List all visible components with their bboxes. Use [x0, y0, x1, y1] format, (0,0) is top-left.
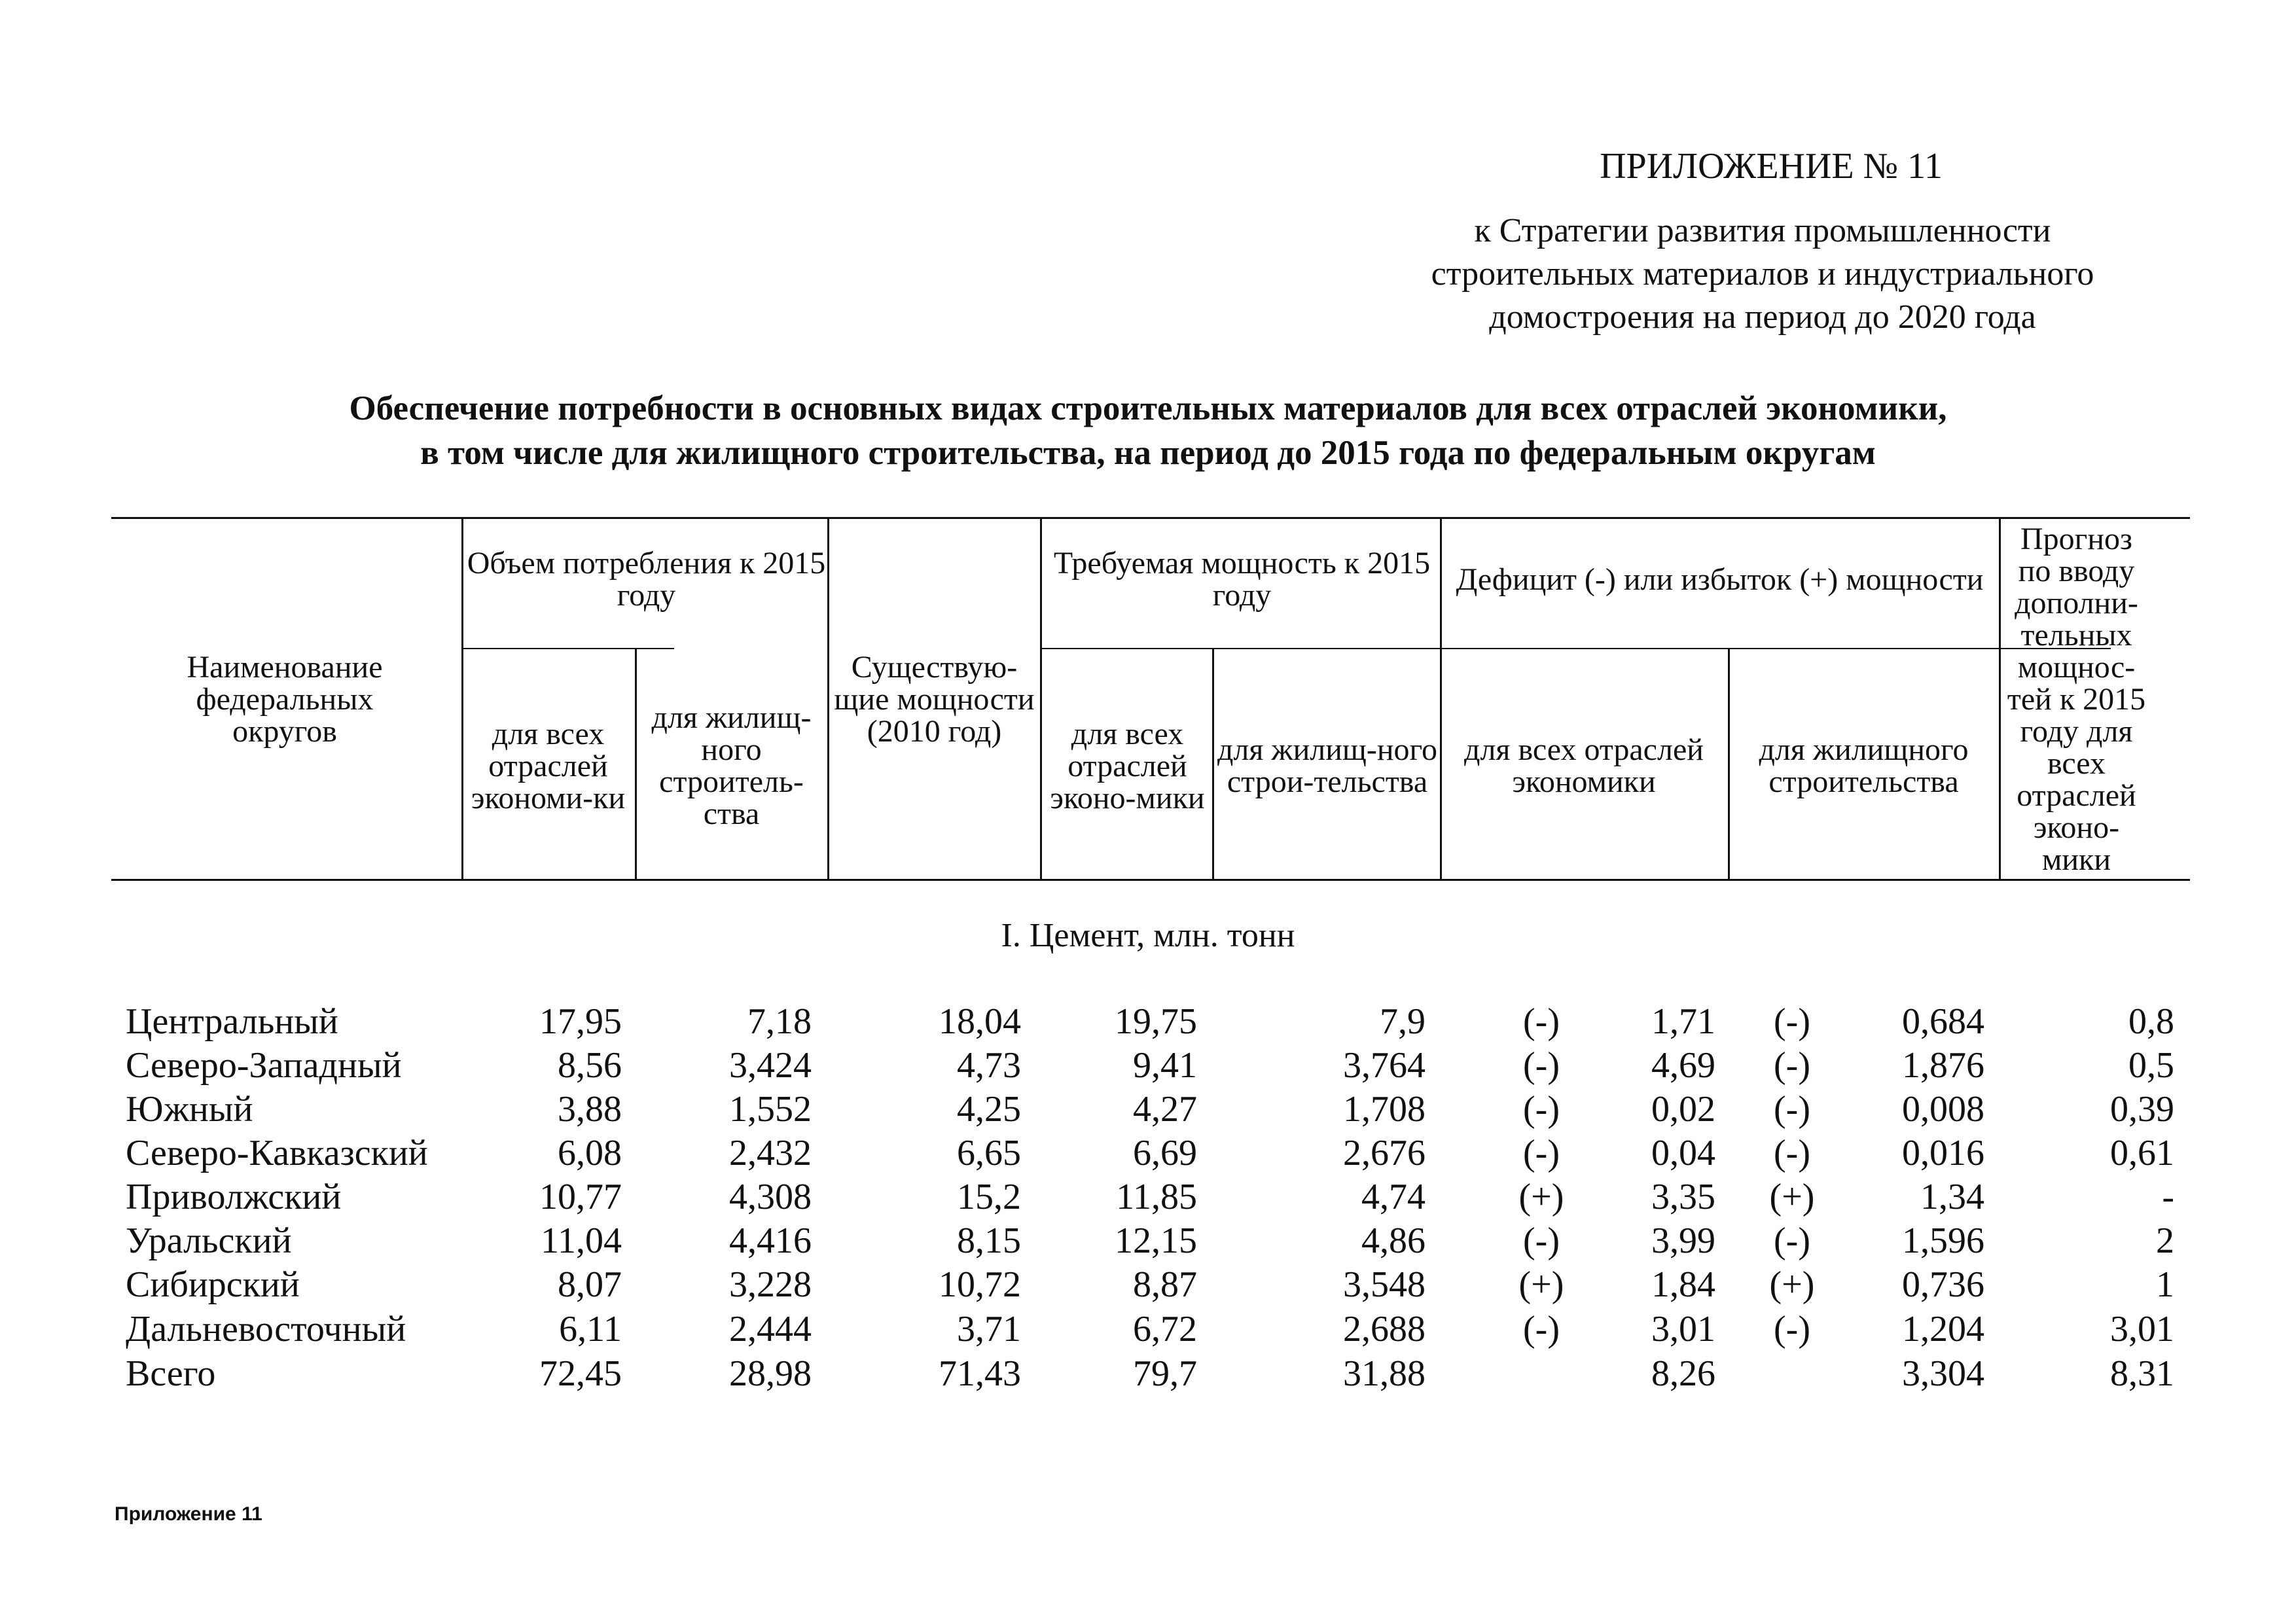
- required-housing-value: 2,676: [1343, 1133, 1426, 1173]
- header-required-group: Требуемая мощность к 2015 году: [1053, 546, 1431, 613]
- header-volume-housing: для жилищ-ного строитель-ства: [651, 700, 812, 831]
- forecast-value: 1: [2156, 1264, 2174, 1305]
- required-housing-value: 3,764: [1343, 1045, 1426, 1086]
- required-all-value: 9,41: [1133, 1045, 1197, 1086]
- existing-capacity-value: 71,43: [939, 1353, 1021, 1394]
- existing-capacity-value: 10,72: [939, 1264, 1021, 1305]
- header-deficit-housing: для жилищного строительства: [1759, 732, 1969, 799]
- forecast-value: 0,39: [2110, 1089, 2174, 1130]
- deficit-all-value: 1,84: [1651, 1264, 1715, 1305]
- deficit-housing-value: 0,008: [1902, 1089, 1984, 1130]
- district-name: Приволжский: [126, 1177, 342, 1217]
- header-volume-group: Объем потребления к 2015 году: [467, 546, 826, 613]
- required-all-value: 8,87: [1133, 1264, 1197, 1305]
- deficit-housing-value: 1,876: [1902, 1045, 1984, 1086]
- deficit-housing-sign: (+): [1769, 1264, 1815, 1305]
- existing-capacity-value: 6,65: [957, 1133, 1021, 1173]
- required-housing-value: 4,86: [1361, 1221, 1426, 1261]
- header-district-name: Наименование федеральных округов: [187, 649, 383, 749]
- document-title-line: Обеспечение потребности в основных видах строительных материалов для всех отраслей экономики,: [349, 389, 1947, 427]
- district-name: Южный: [126, 1089, 253, 1130]
- deficit-housing-value: 0,736: [1902, 1264, 1984, 1305]
- volume-housing-value: 4,416: [729, 1221, 812, 1261]
- volume-housing-value: 1,552: [729, 1089, 812, 1130]
- table-row: [0, 1353, 2296, 1396]
- page-footer: Приложение 11: [115, 1503, 262, 1525]
- document-title: [0, 386, 2296, 475]
- deficit-housing-sign: (-): [1774, 1045, 1810, 1086]
- section-title: I. Цемент, млн. тонн: [1001, 917, 1295, 954]
- required-all-value: 6,69: [1133, 1133, 1197, 1173]
- volume-all-value: 3,88: [558, 1089, 622, 1130]
- deficit-housing-value: 1,204: [1902, 1309, 1984, 1349]
- appendix-subtitle-line: строительных материалов и индустриального: [1431, 255, 2094, 293]
- volume-all-value: 6,11: [559, 1309, 622, 1349]
- required-housing-value: 4,74: [1361, 1177, 1426, 1217]
- table-row: [0, 1308, 2296, 1351]
- header-required-all: для всех отраслей эконо-мики: [1050, 716, 1205, 815]
- forecast-value: 8,31: [2110, 1353, 2174, 1394]
- column-divider: [1040, 517, 1042, 881]
- deficit-all-value: 3,99: [1651, 1221, 1715, 1261]
- district-name: Уральский: [126, 1221, 292, 1261]
- forecast-value: -: [2162, 1177, 2174, 1217]
- deficit-housing-sign: (-): [1774, 1221, 1810, 1261]
- volume-housing-value: 3,424: [729, 1045, 812, 1086]
- table-row: [0, 1088, 2296, 1132]
- column-divider: [1440, 517, 1442, 881]
- district-name: Всего: [126, 1353, 216, 1394]
- deficit-housing-value: 1,596: [1902, 1221, 1984, 1261]
- forecast-value: 3,01: [2110, 1309, 2174, 1349]
- volume-housing-value: 7,18: [747, 1001, 812, 1042]
- required-housing-value: 31,88: [1343, 1353, 1426, 1394]
- deficit-housing-sign: (-): [1774, 1089, 1810, 1130]
- header-existing-capacity: Существую-щие мощности (2010 год): [834, 649, 1035, 749]
- table-row: [0, 1132, 2296, 1175]
- deficit-all-value: 0,04: [1651, 1133, 1715, 1173]
- volume-all-value: 6,08: [558, 1133, 622, 1173]
- deficit-all-sign: (+): [1518, 1264, 1564, 1305]
- required-housing-value: 2,688: [1343, 1309, 1426, 1349]
- column-divider: [1212, 648, 1214, 881]
- existing-capacity-value: 3,71: [957, 1309, 1021, 1349]
- required-all-value: 4,27: [1133, 1089, 1197, 1130]
- district-name: Северо-Западный: [126, 1045, 402, 1086]
- district-name: Центральный: [126, 1001, 338, 1042]
- required-all-value: 12,15: [1115, 1221, 1197, 1261]
- required-housing-value: 3,548: [1343, 1264, 1426, 1305]
- header-subrule: [1041, 648, 2111, 649]
- existing-capacity-value: 18,04: [939, 1001, 1021, 1042]
- deficit-housing-sign: (+): [1769, 1177, 1815, 1217]
- volume-housing-value: 4,308: [729, 1177, 812, 1217]
- table-row: [0, 1176, 2296, 1219]
- required-all-value: 19,75: [1115, 1001, 1197, 1042]
- deficit-all-value: 4,69: [1651, 1045, 1715, 1086]
- forecast-value: 0,5: [2128, 1045, 2174, 1086]
- deficit-all-value: 1,71: [1651, 1001, 1715, 1042]
- deficit-all-sign: (-): [1523, 1221, 1560, 1261]
- forecast-value: 2: [2156, 1221, 2174, 1261]
- deficit-all-value: 3,01: [1651, 1309, 1715, 1349]
- header-required-housing: для жилищ-ного строи-тельства: [1217, 732, 1438, 799]
- existing-capacity-value: 8,15: [957, 1221, 1021, 1261]
- deficit-housing-sign: (-): [1774, 1309, 1810, 1349]
- deficit-housing-value: 3,304: [1902, 1353, 1984, 1394]
- header-volume-all: для всех отраслей экономи-ки: [471, 716, 626, 815]
- document-title-line: в том числе для жилищного строительства, на период до 2015 года по федеральным округам: [420, 434, 1876, 472]
- table-header: [111, 517, 2190, 881]
- deficit-all-sign: (-): [1523, 1309, 1560, 1349]
- district-name: Сибирский: [126, 1264, 300, 1305]
- volume-all-value: 10,77: [539, 1177, 622, 1217]
- forecast-value: 0,61: [2110, 1133, 2174, 1173]
- header-subrule: [461, 648, 674, 649]
- deficit-all-value: 3,35: [1651, 1177, 1715, 1217]
- deficit-housing-sign: (-): [1774, 1001, 1810, 1042]
- volume-all-value: 8,07: [558, 1264, 622, 1305]
- volume-all-value: 17,95: [539, 1001, 622, 1042]
- existing-capacity-value: 4,73: [957, 1045, 1021, 1086]
- volume-all-value: 72,45: [539, 1353, 622, 1394]
- volume-all-value: 8,56: [558, 1045, 622, 1086]
- deficit-all-value: 0,02: [1651, 1089, 1715, 1130]
- required-all-value: 6,72: [1133, 1309, 1197, 1349]
- district-name: Дальневосточный: [126, 1309, 406, 1349]
- deficit-all-sign: (-): [1523, 1045, 1560, 1086]
- column-divider: [635, 648, 637, 881]
- appendix-subtitle: [1386, 209, 2139, 339]
- table-top-rule: [111, 517, 2190, 519]
- column-divider: [461, 517, 463, 881]
- district-name: Северо-Кавказский: [126, 1133, 428, 1173]
- volume-housing-value: 2,444: [729, 1309, 812, 1349]
- volume-all-value: 11,04: [541, 1221, 622, 1261]
- header-forecast: Прогноз по вводу дополни-тельных мощнос-тей к 2015 году для всех отраслей эконо-мики: [2007, 521, 2146, 877]
- volume-housing-value: 28,98: [729, 1353, 812, 1394]
- deficit-all-sign: (-): [1523, 1133, 1560, 1173]
- deficit-housing-value: 1,34: [1920, 1177, 1984, 1217]
- deficit-all-sign: (+): [1518, 1177, 1564, 1217]
- deficit-housing-value: 0,684: [1902, 1001, 1984, 1042]
- required-all-value: 79,7: [1133, 1353, 1197, 1394]
- deficit-all-value: 8,26: [1651, 1353, 1715, 1394]
- forecast-value: 0,8: [2128, 1001, 2174, 1042]
- table-row: [0, 1220, 2296, 1263]
- volume-housing-value: 3,228: [729, 1264, 812, 1305]
- table-row: [0, 1264, 2296, 1307]
- existing-capacity-value: 15,2: [957, 1177, 1021, 1217]
- column-divider: [1728, 648, 1730, 881]
- volume-housing-value: 2,432: [729, 1133, 812, 1173]
- appendix-subtitle-line: к Стратегии развития промышленности: [1474, 212, 2051, 249]
- appendix-subtitle-line: домостроения на период до 2020 года: [1489, 298, 2036, 336]
- table-row: [0, 1044, 2296, 1088]
- header-deficit-group: Дефицит (-) или избыток (+) мощности: [1456, 562, 1984, 597]
- deficit-all-sign: (-): [1523, 1089, 1560, 1130]
- table-row: [0, 1001, 2296, 1044]
- deficit-all-sign: (-): [1523, 1001, 1560, 1042]
- required-housing-value: 7,9: [1380, 1001, 1426, 1042]
- existing-capacity-value: 4,25: [957, 1089, 1021, 1130]
- required-all-value: 11,85: [1116, 1177, 1197, 1217]
- deficit-housing-value: 0,016: [1902, 1133, 1984, 1173]
- appendix-title: ПРИЛОЖЕНИЕ № 11: [1600, 146, 1943, 187]
- required-housing-value: 1,708: [1343, 1089, 1426, 1130]
- deficit-housing-sign: (-): [1774, 1133, 1810, 1173]
- header-deficit-all: для всех отраслей экономики: [1464, 732, 1704, 799]
- column-divider: [1999, 517, 2001, 881]
